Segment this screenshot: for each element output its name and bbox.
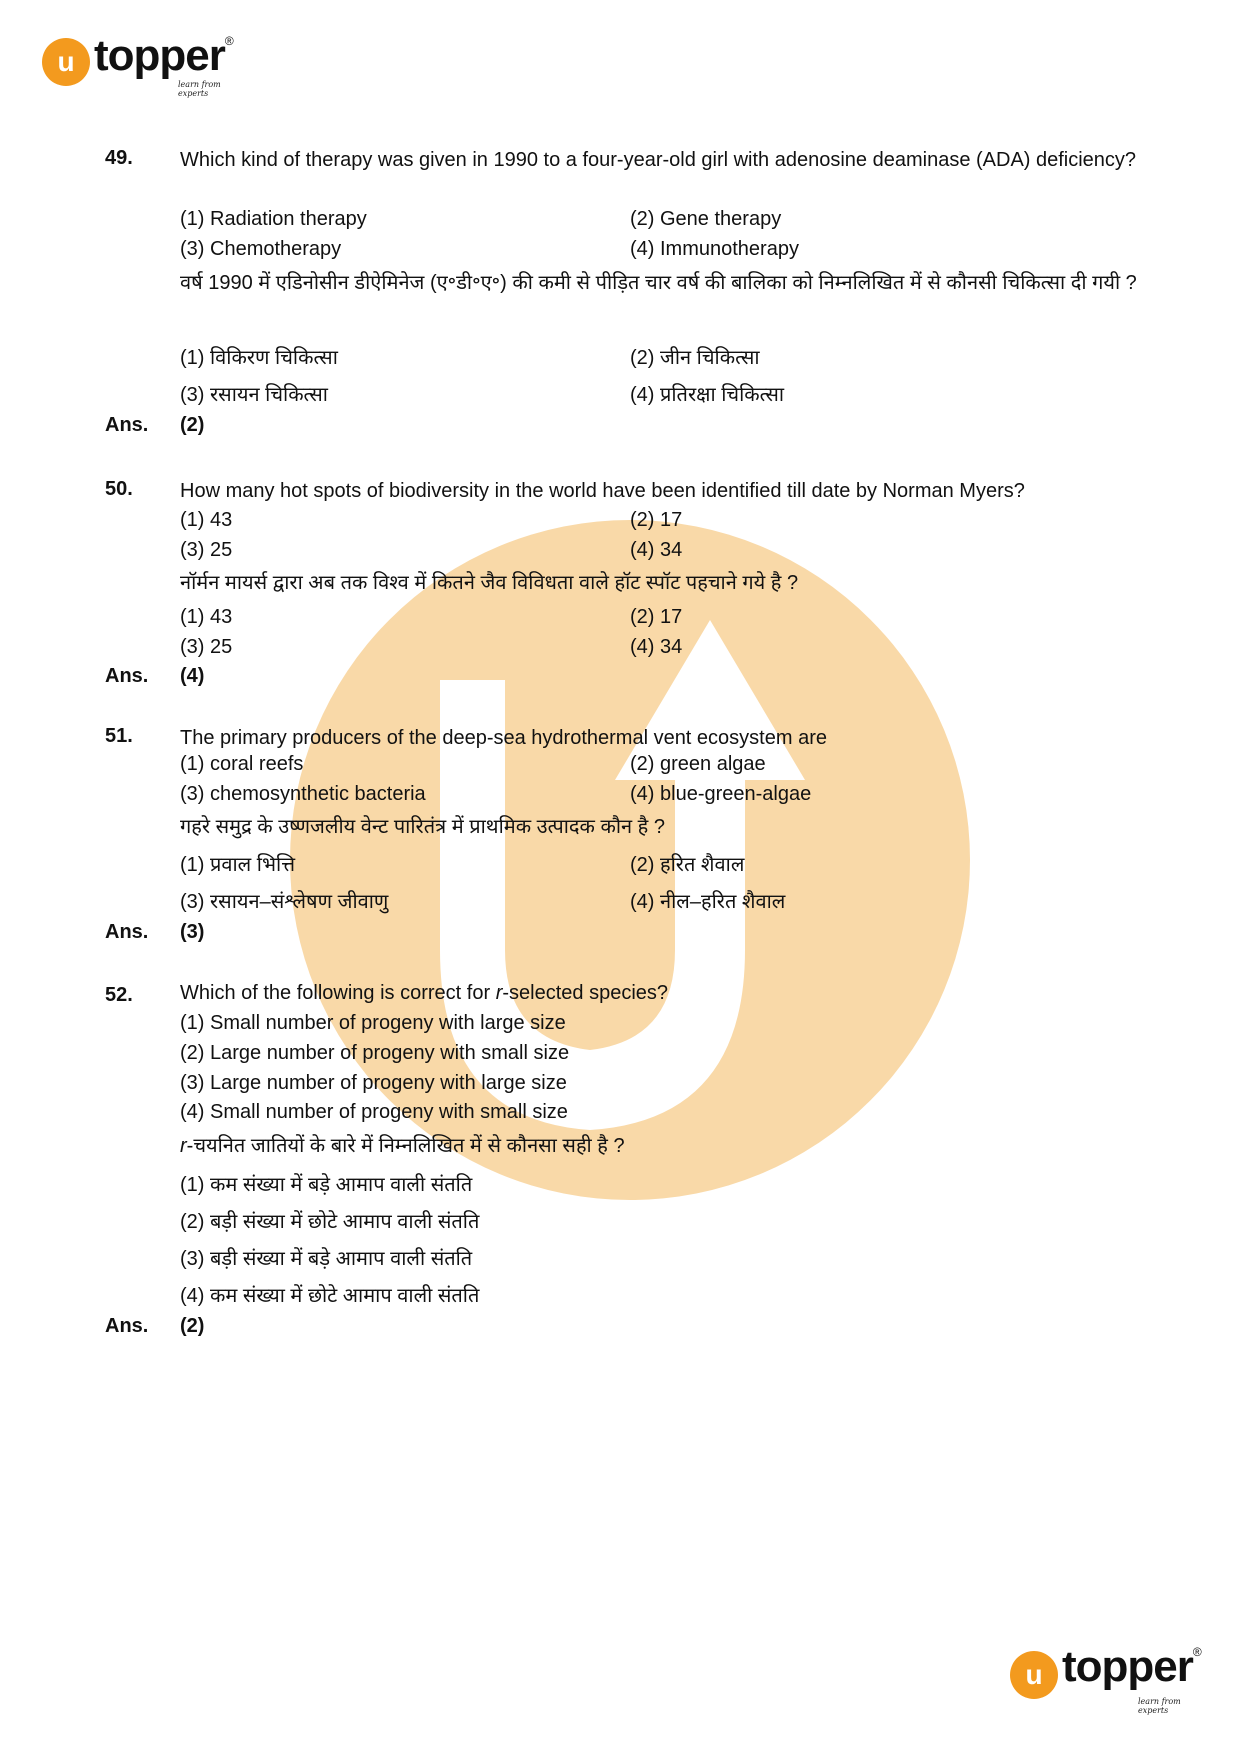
registered-mark: ®: [1192, 1645, 1202, 1659]
option-3-en: (3) 25: [180, 539, 233, 561]
option-2-hi: (2) 17: [630, 606, 683, 628]
question-stem-en: Which kind of therapy was given in 1990 to a four-year-old girl with adenosine deaminase (ADA) deficiency?: [180, 149, 1137, 171]
question-stem-hi: नॉर्मन मायर्स द्वारा अब तक विश्व में कितने जैव विविधता वाले हॉट स्पॉट पहचाने गये है ?: [180, 572, 799, 594]
answer-value: (2): [180, 1315, 205, 1337]
topper-logo-footer: [1010, 1642, 1202, 1715]
option-2-hi: (2) हरित शैवाल: [630, 854, 745, 876]
logo-tagline: learn from experts: [1138, 1697, 1181, 1715]
option-2-en: (2) Gene therapy: [630, 208, 782, 230]
topper-logo-icon: u: [1010, 1651, 1058, 1699]
answer-label: Ans.: [105, 665, 149, 687]
question-number: 49.: [105, 147, 133, 169]
option-1-en: (1) coral reefs: [180, 753, 304, 775]
question-stem-hi: गहरे समुद्र के उष्णजलीय वेन्ट पारितंत्र में प्राथमिक उत्पादक कौन है ?: [180, 816, 665, 838]
topper-logo: [42, 31, 234, 98]
question-stem-en: How many hot spots of biodiversity in the world have been identified till date by Norman Myers?: [180, 480, 1025, 502]
registered-mark: ®: [224, 34, 234, 48]
option-1-en: (1) Radiation therapy: [180, 208, 367, 230]
option-3-hi: (3) बड़ी संख्या में बड़े आमाप वाली संतति: [180, 1248, 473, 1270]
option-4-en: (4) 34: [630, 539, 683, 561]
question-number: 50.: [105, 478, 133, 500]
topper-logo-text: topper: [94, 31, 225, 80]
question-number: 52.: [105, 984, 133, 1006]
option-2-hi: (2) जीन चिकित्सा: [630, 347, 760, 369]
question-stem-hi: वर्ष 1990 में एडिनोसीन डीऐमिनेज (ए॰डी॰ए॰) की कमी से पीड़ित चार वर्ष की बालिका को निम्नलिखित में से कौनसी चिकित्सा दी गयी ?: [180, 272, 1137, 294]
option-3-hi: (3) रसायन चिकित्सा: [180, 384, 328, 406]
option-2-en: (2) Large number of progeny with small size: [180, 1042, 570, 1064]
topper-logo-text: topper: [1062, 1642, 1193, 1691]
option-3-en: (3) Large number of progeny with large size: [180, 1072, 567, 1094]
option-3-en: (3) Chemotherapy: [180, 238, 342, 260]
option-3-en: (3) chemosynthetic bacteria: [180, 783, 426, 805]
option-2-hi: (2) बड़ी संख्या में छोटे आमाप वाली संतति: [180, 1211, 480, 1233]
option-2-en: (2) green algae: [630, 753, 766, 775]
option-4-en: (4) Small number of progeny with small size: [180, 1101, 568, 1123]
answer-label: Ans.: [105, 414, 149, 436]
answer-value: (3): [180, 921, 205, 943]
option-1-hi: (1) प्रवाल भित्ति: [180, 854, 296, 876]
option-4-en: (4) blue-green-algae: [630, 783, 812, 805]
answer-value: (4): [180, 665, 205, 687]
option-4-hi: (4) प्रतिरक्षा चिकित्सा: [630, 384, 785, 406]
answer-label: Ans.: [105, 1315, 149, 1337]
option-4-en: (4) Immunotherapy: [630, 238, 799, 260]
question-stem-en: Which of the following is correct for r-selected species?: [180, 982, 669, 1004]
option-1-hi: (1) कम संख्या में बड़े आमाप वाली संतति: [180, 1174, 473, 1196]
question-stem-en: The primary producers of the deep-sea hydrothermal vent ecosystem are: [180, 727, 827, 749]
option-4-hi: (4) कम संख्या में छोटे आमाप वाली संतति: [180, 1285, 480, 1307]
option-4-hi: (4) 34: [630, 636, 683, 658]
answer-label: Ans.: [105, 921, 149, 943]
question-stem-hi: r-चयनित जातियों के बारे में निम्नलिखित में से कौनसा सही है ?: [180, 1135, 625, 1157]
option-3-hi: (3) रसायन–संश्लेषण जीवाणु: [180, 891, 389, 913]
option-1-en: (1) 43: [180, 509, 233, 531]
option-2-en: (2) 17: [630, 509, 683, 531]
option-4-hi: (4) नील–हरित शैवाल: [630, 891, 786, 913]
topper-logo-icon: u: [42, 38, 90, 86]
question-number: 51.: [105, 725, 133, 747]
option-3-hi: (3) 25: [180, 636, 233, 658]
option-1-hi: (1) 43: [180, 606, 233, 628]
option-1-hi: (1) विकिरण चिकित्सा: [180, 347, 338, 369]
option-1-en: (1) Small number of progeny with large size: [180, 1012, 566, 1034]
logo-tagline: learn from experts: [178, 80, 221, 98]
answer-value: (2): [180, 414, 205, 436]
